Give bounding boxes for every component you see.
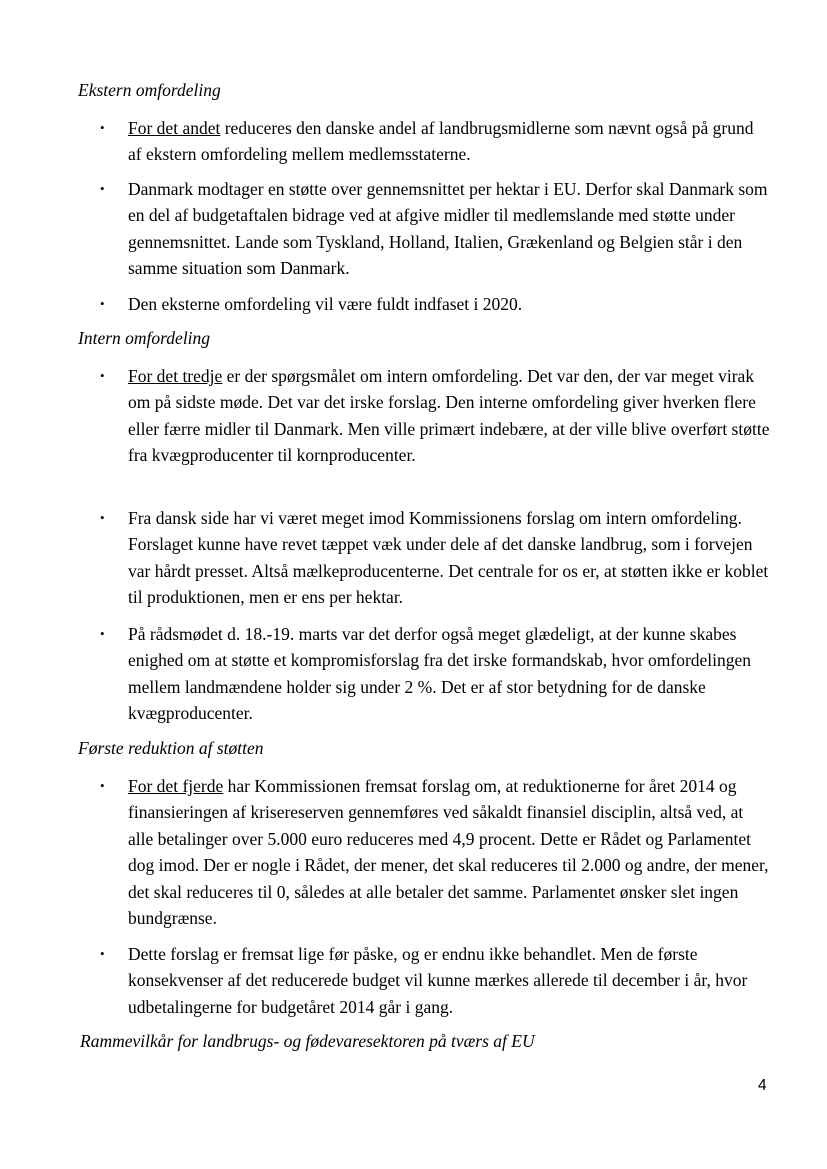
bullet-glyph: • (100, 626, 105, 641)
bullet-text (128, 505, 770, 611)
bullet-lead: For det fjerde (128, 776, 224, 796)
bullet-glyph: • (100, 181, 105, 196)
bullet-body: På rådsmødet d. 18.-19. marts var det derfor også meget glædeligt, at der kunne skabes enighed om at støtte et kompromisforslag fra det irske formandskab, hvor omfordelingen mellem landmændene holder sig under 2 %. Det er af stor betydning for de danske kvægproducenter. (128, 624, 752, 724)
bullet-text (128, 115, 770, 168)
bullet-text (128, 176, 770, 282)
bullet-body: har Kommissionen fremsat forslag om, at reduktionerne for året 2014 og finansieringen af krisereserven gennemføres ved såkaldt finansiel disciplin, altså ved, at alle betalinger over 5.000 euro reduceres med 4,9 procent. Dette er Rådet og Parlamentet dog imod. Der er nogle i Rådet, der mener, det skal reduceres til 2.000 og andre, der mener, det skal reduceres til 0, således at alle betaler det samme. Parlamentet ønsker slet ingen bundgrænse. (128, 776, 769, 929)
bullet-text (128, 941, 770, 1020)
bullet-body: Fra dansk side har vi været meget imod Kommissionens forslag om intern omfordeling. Forslaget kunne have revet tæppet væk under dele af det danske landbrug, som i forvejen var hårdt presset. Altså mælkeproducenterne. Det centrale for os er, at støtten ikke er koblet til produktionen, men er ens per hektar. (128, 508, 769, 608)
bullet-body: er der spørgsmålet om intern omfordeling. Det var den, der var meget virak om på sidste møde. Det var det irske forslag. Den interne omfordeling giver hverken flere eller færre midler til Danmark. Men ville primært indebære, at der ville blive overført støtte fra kvægproducenter til kornproducenter. (128, 366, 770, 466)
bullet-glyph: • (100, 368, 105, 383)
bullet-body: Dette forslag er fremsat lige før påske, og er endnu ikke behandlet. Men de første konsekvenser af det reducerede budget vil kunne mærkes allerede til december i år, hvor udbetalingerne for budgetåret 2014 går i gang. (128, 944, 748, 1017)
bullet-glyph: • (100, 778, 105, 793)
bullet-text (128, 773, 770, 931)
bullet-glyph: • (100, 510, 105, 525)
bullet-text (128, 291, 770, 317)
bullet-glyph: • (100, 296, 105, 311)
bullet-text (128, 363, 770, 469)
bullet-body: reduceres den danske andel af landbrugsmidlerne som nævnt også på grund af ekstern omfordeling mellem medlemsstaterne. (128, 118, 754, 165)
section-heading: Rammevilkår for landbrugs- og fødevaresektoren på tværs af EU (80, 1031, 535, 1051)
bullet-glyph: • (100, 946, 105, 961)
bullet-lead: For det tredje (128, 366, 223, 386)
bullet-body: Den eksterne omfordeling vil være fuldt indfaset i 2020. (128, 294, 523, 314)
section-heading: Intern omfordeling (78, 328, 211, 348)
bullet-body: Danmark modtager en støtte over gennemsnittet per hektar i EU. Derfor skal Danmark som en del af budgetaftalen bidrage ved at afgive midler til medlemslande med støtte under gennemsnittet. Lande som Tyskland, Holland, Italien, Grækenland og Belgien står i den samme situation som Danmark. (128, 179, 768, 279)
section-heading: Første reduktion af støtten (78, 738, 264, 758)
bullet-text (128, 621, 770, 727)
section-heading: Ekstern omfordeling (78, 80, 221, 100)
bullet-glyph: • (100, 120, 105, 135)
bullet-lead: For det andet (128, 118, 221, 138)
page-number: 4 (758, 1077, 767, 1094)
